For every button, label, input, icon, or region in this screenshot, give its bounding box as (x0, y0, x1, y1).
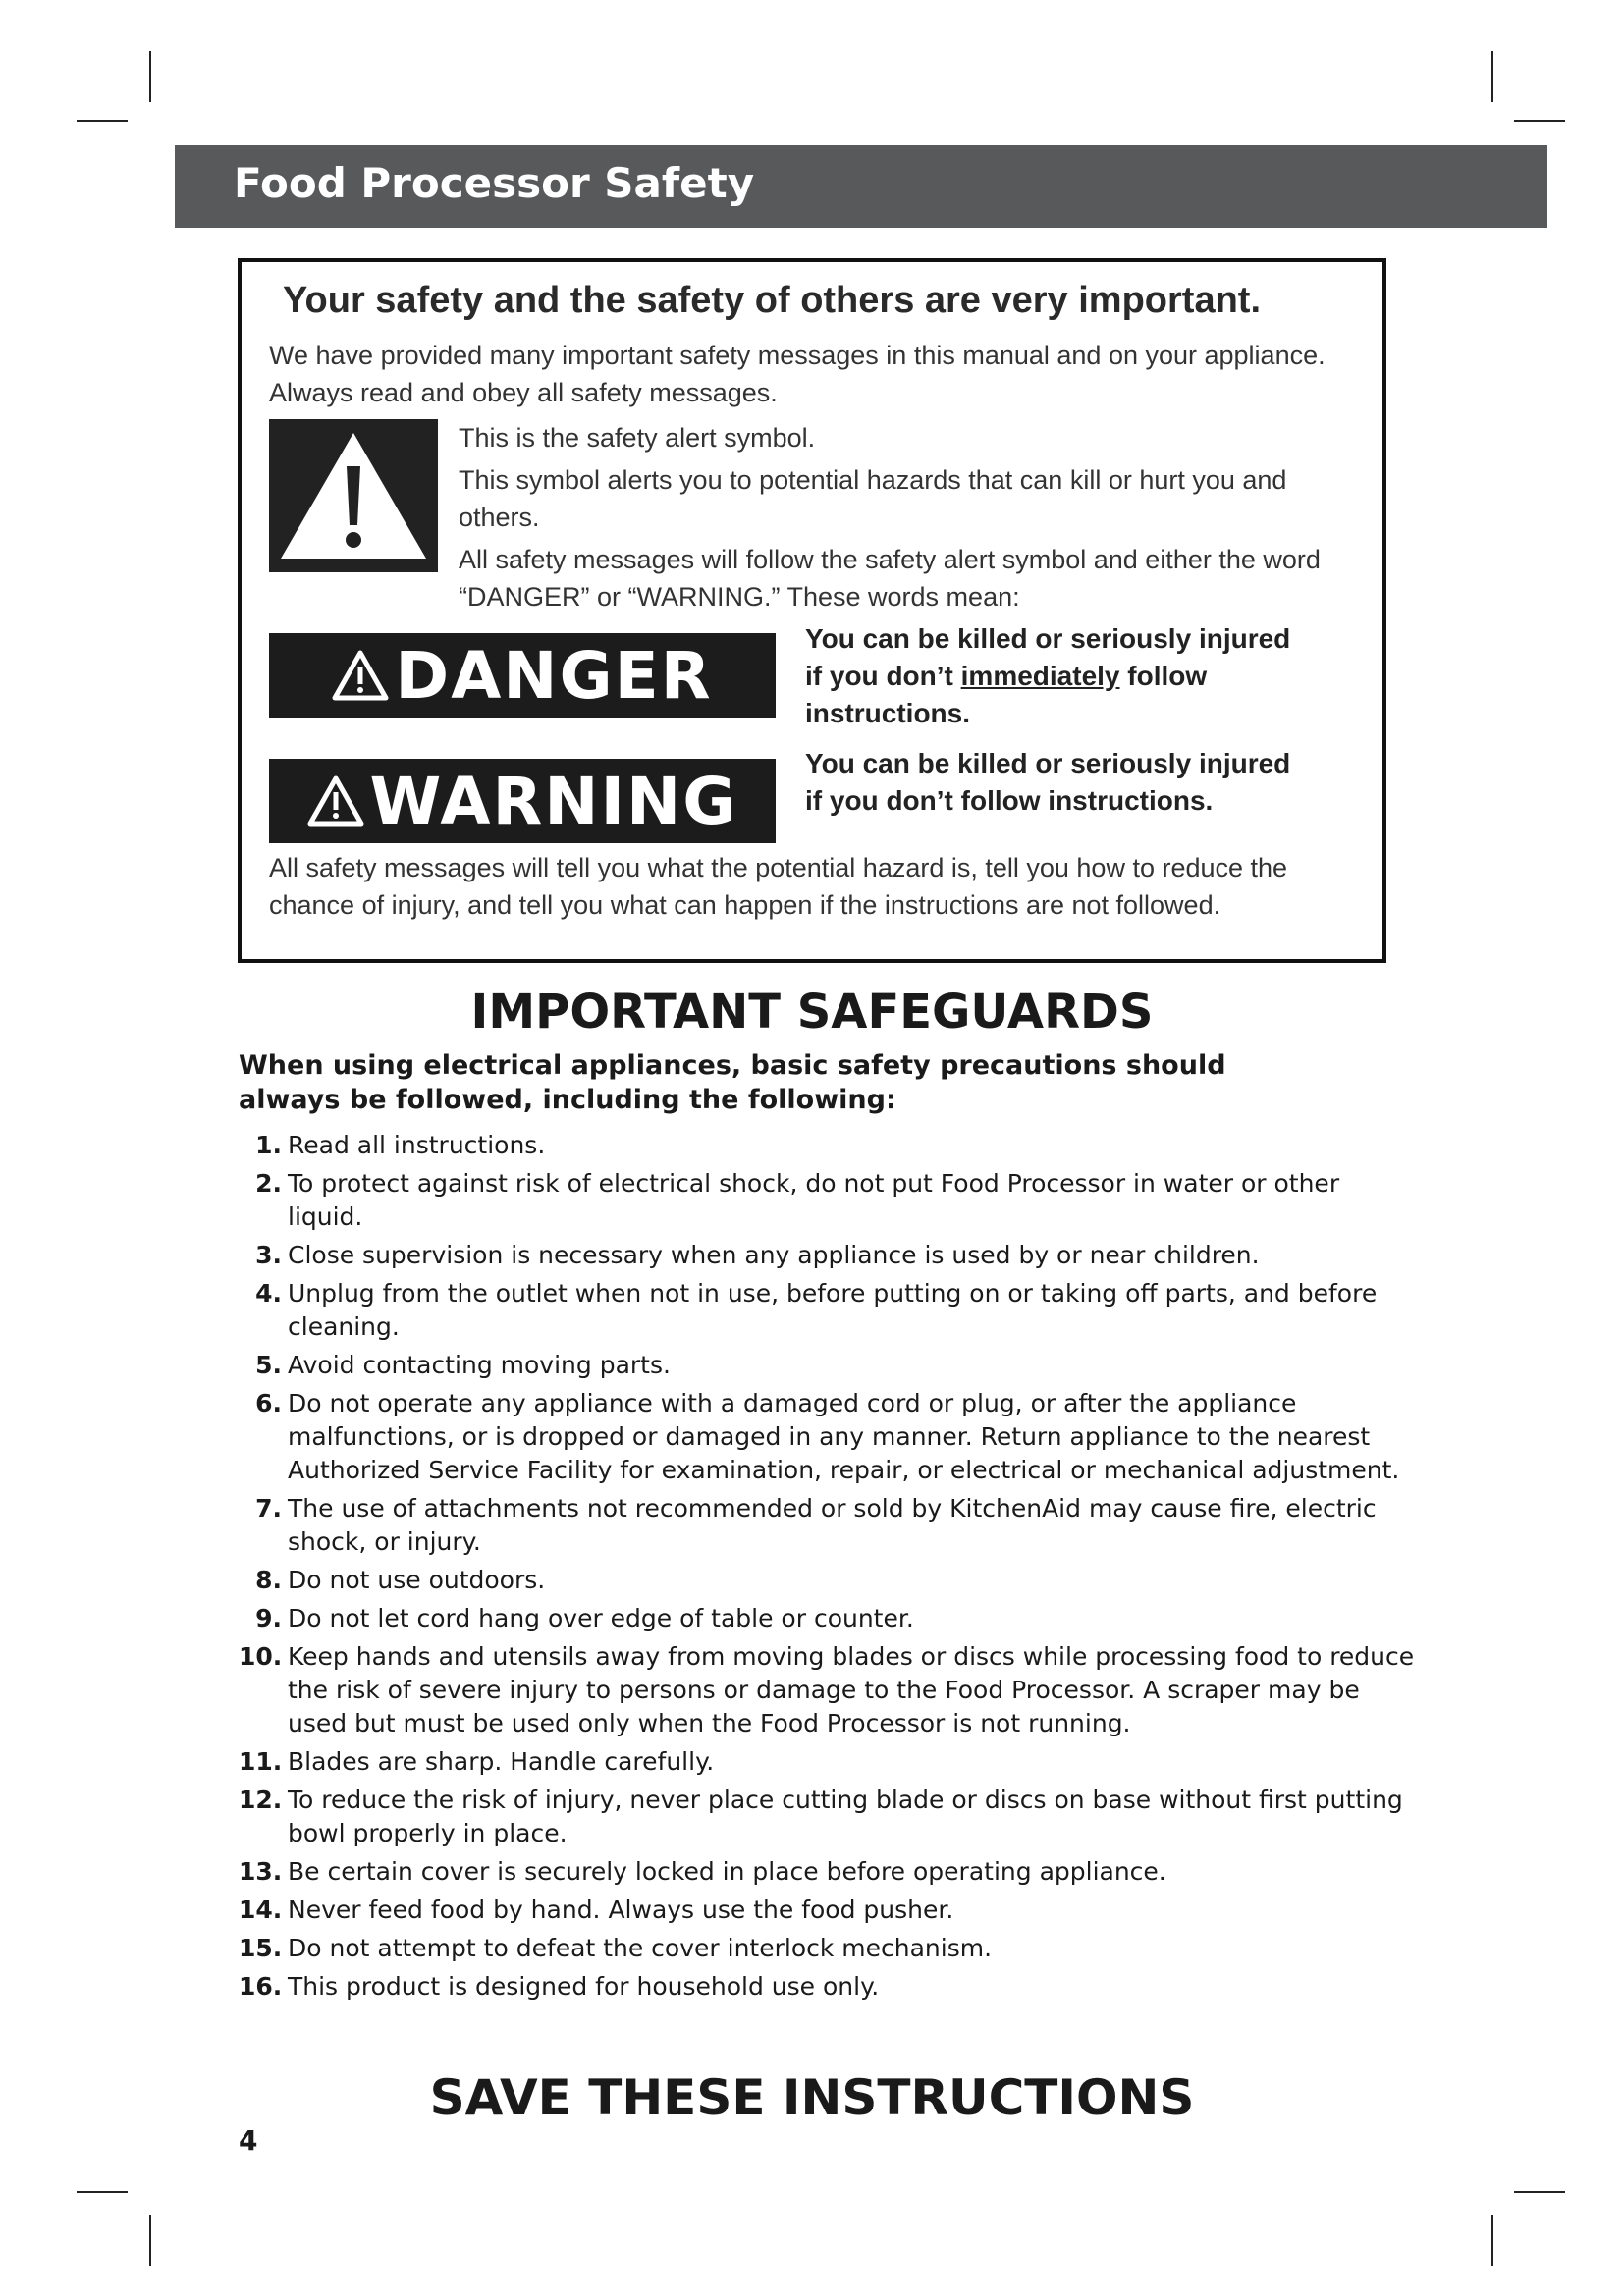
item-text: Read all instructions. (288, 1131, 546, 1159)
item-text: Do not let cord hang over edge of table or counter. (288, 1604, 914, 1632)
list-item (239, 1564, 1417, 1597)
item-text: Never feed food by hand. Always use the food pusher. (288, 1896, 954, 1924)
item-number: 12. (239, 1786, 283, 1814)
list-item (239, 1349, 1417, 1382)
alert-triangle-icon (332, 650, 389, 701)
list-item (239, 1784, 1417, 1850)
safeguards-title: IMPORTANT SAFEGUARDS (470, 985, 1154, 1040)
list-item (239, 1745, 1417, 1779)
item-text: To reduce the risk of injury, never place cutting blade or discs on base without first putting bowl properly in place. (288, 1786, 1403, 1847)
section-title: Food Processor Safety (234, 159, 755, 207)
safety-box (238, 258, 1386, 963)
item-number: 10. (239, 1642, 283, 1671)
symbol-line: All safety messages will follow the safety alert symbol and either the word “DANGER” or “WARNING.” These words mean: (459, 545, 1321, 612)
danger-emphasis: immediately (960, 661, 1120, 691)
crop-mark (1491, 51, 1493, 102)
item-text: To protect against risk of electrical shock, do not put Food Processor in water or other liquid. (288, 1169, 1340, 1231)
crop-mark (77, 120, 128, 122)
item-text: Be certain cover is securely locked in place before operating appliance. (288, 1857, 1166, 1886)
list-item (239, 1932, 1417, 1965)
warning-text (805, 745, 1365, 820)
list-item (239, 1602, 1417, 1635)
warning-line: You can be killed or seriously injured (805, 748, 1291, 778)
item-text: Blades are sharp. Handle carefully. (288, 1747, 715, 1776)
item-number: 2. (255, 1169, 282, 1198)
item-text: Do not attempt to defeat the cover interlock mechanism. (288, 1934, 993, 1962)
item-number: 16. (239, 1972, 283, 2001)
item-text: Close supervision is necessary when any appliance is used by or near children. (288, 1241, 1260, 1269)
item-number: 4. (255, 1279, 282, 1308)
warning-signal (269, 759, 776, 843)
crop-mark (149, 51, 151, 102)
alert-triangle-icon (307, 775, 364, 827)
list-item (239, 1277, 1417, 1344)
list-item (239, 1855, 1417, 1889)
section-header (175, 145, 1547, 228)
symbol-line: This symbol alerts you to potential hazards that can kill or hurt you and others. (459, 465, 1287, 532)
danger-signal (269, 633, 776, 718)
item-number: 6. (255, 1389, 282, 1417)
safety-footer: All safety messages will tell you what the potential hazard is, tell you how to reduce the chance of injury, and tell you what can happen if the instructions are not followed. (269, 853, 1288, 920)
crop-mark (1491, 2215, 1493, 2266)
safeguards-intro: When using electrical appliances, basic safety precautions should always be followed, including the following: (239, 1050, 1226, 1115)
item-text: Do not operate any appliance with a damaged cord or plug, or after the appliance malfunctions, or is dropped or damaged in any manner. Return appliance to the nearest Authorized Service Facility for examination, repair, or electrical or mechanical adjustment. (288, 1389, 1400, 1484)
item-number: 14. (239, 1896, 283, 1924)
warning-label: WARNING (369, 763, 738, 839)
save-instructions-title: SAVE THESE INSTRUCTIONS (429, 2069, 1195, 2126)
list-item (239, 1894, 1417, 1927)
item-number: 7. (255, 1494, 282, 1522)
crop-mark (1514, 120, 1565, 122)
danger-text (805, 620, 1365, 732)
safety-alert-icon (269, 419, 438, 572)
danger-line-part: follow (1119, 661, 1208, 691)
danger-line (805, 658, 1365, 695)
item-number: 1. (255, 1131, 282, 1159)
danger-line: instructions. (805, 698, 971, 728)
item-number: 3. (255, 1241, 282, 1269)
symbol-line: This is the safety alert symbol. (459, 423, 816, 453)
item-number: 15. (239, 1934, 283, 1962)
list-item (239, 1640, 1417, 1740)
crop-mark (77, 2191, 128, 2193)
item-number: 9. (255, 1604, 282, 1632)
item-number: 11. (239, 1747, 283, 1776)
item-text: This product is designed for household use only. (288, 1972, 880, 2001)
list-item (239, 1129, 1417, 1162)
list-item (239, 1387, 1417, 1487)
item-number: 5. (255, 1351, 282, 1379)
item-text: Unplug from the outlet when not in use, before putting on or taking off parts, and before cleaning. (288, 1279, 1378, 1341)
safety-heading: Your safety and the safety of others are very important. (283, 280, 1262, 321)
crop-mark (149, 2215, 151, 2266)
item-text: Keep hands and utensils away from moving blades or discs while processing food to reduce the risk of severe injury to persons or damage to the Food Processor. A scraper may be used but must be used only when the Food Processor is not running. (288, 1642, 1415, 1737)
item-number: 13. (239, 1857, 283, 1886)
danger-line: You can be killed or seriously injured (805, 623, 1291, 654)
list-item (239, 1492, 1417, 1559)
crop-mark (1514, 2191, 1565, 2193)
list-item (239, 1970, 1417, 2003)
list-item (239, 1239, 1417, 1272)
page-number: 4 (239, 2124, 258, 2157)
safeguards-list (239, 1129, 1417, 2008)
item-text: The use of attachments not recommended or sold by KitchenAid may cause fire, electric shock, or injury. (288, 1494, 1377, 1556)
safety-intro: We have provided many important safety messages in this manual and on your appliance. Always read and obey all safety messages. (269, 341, 1326, 407)
danger-line-part: if you don’t (805, 661, 961, 691)
danger-label: DANGER (395, 637, 713, 714)
list-item (239, 1167, 1417, 1234)
warning-line: if you don’t follow instructions. (805, 785, 1214, 816)
item-text: Avoid contacting moving parts. (288, 1351, 671, 1379)
item-number: 8. (255, 1566, 282, 1594)
symbol-explanation (459, 419, 1362, 620)
item-text: Do not use outdoors. (288, 1566, 546, 1594)
